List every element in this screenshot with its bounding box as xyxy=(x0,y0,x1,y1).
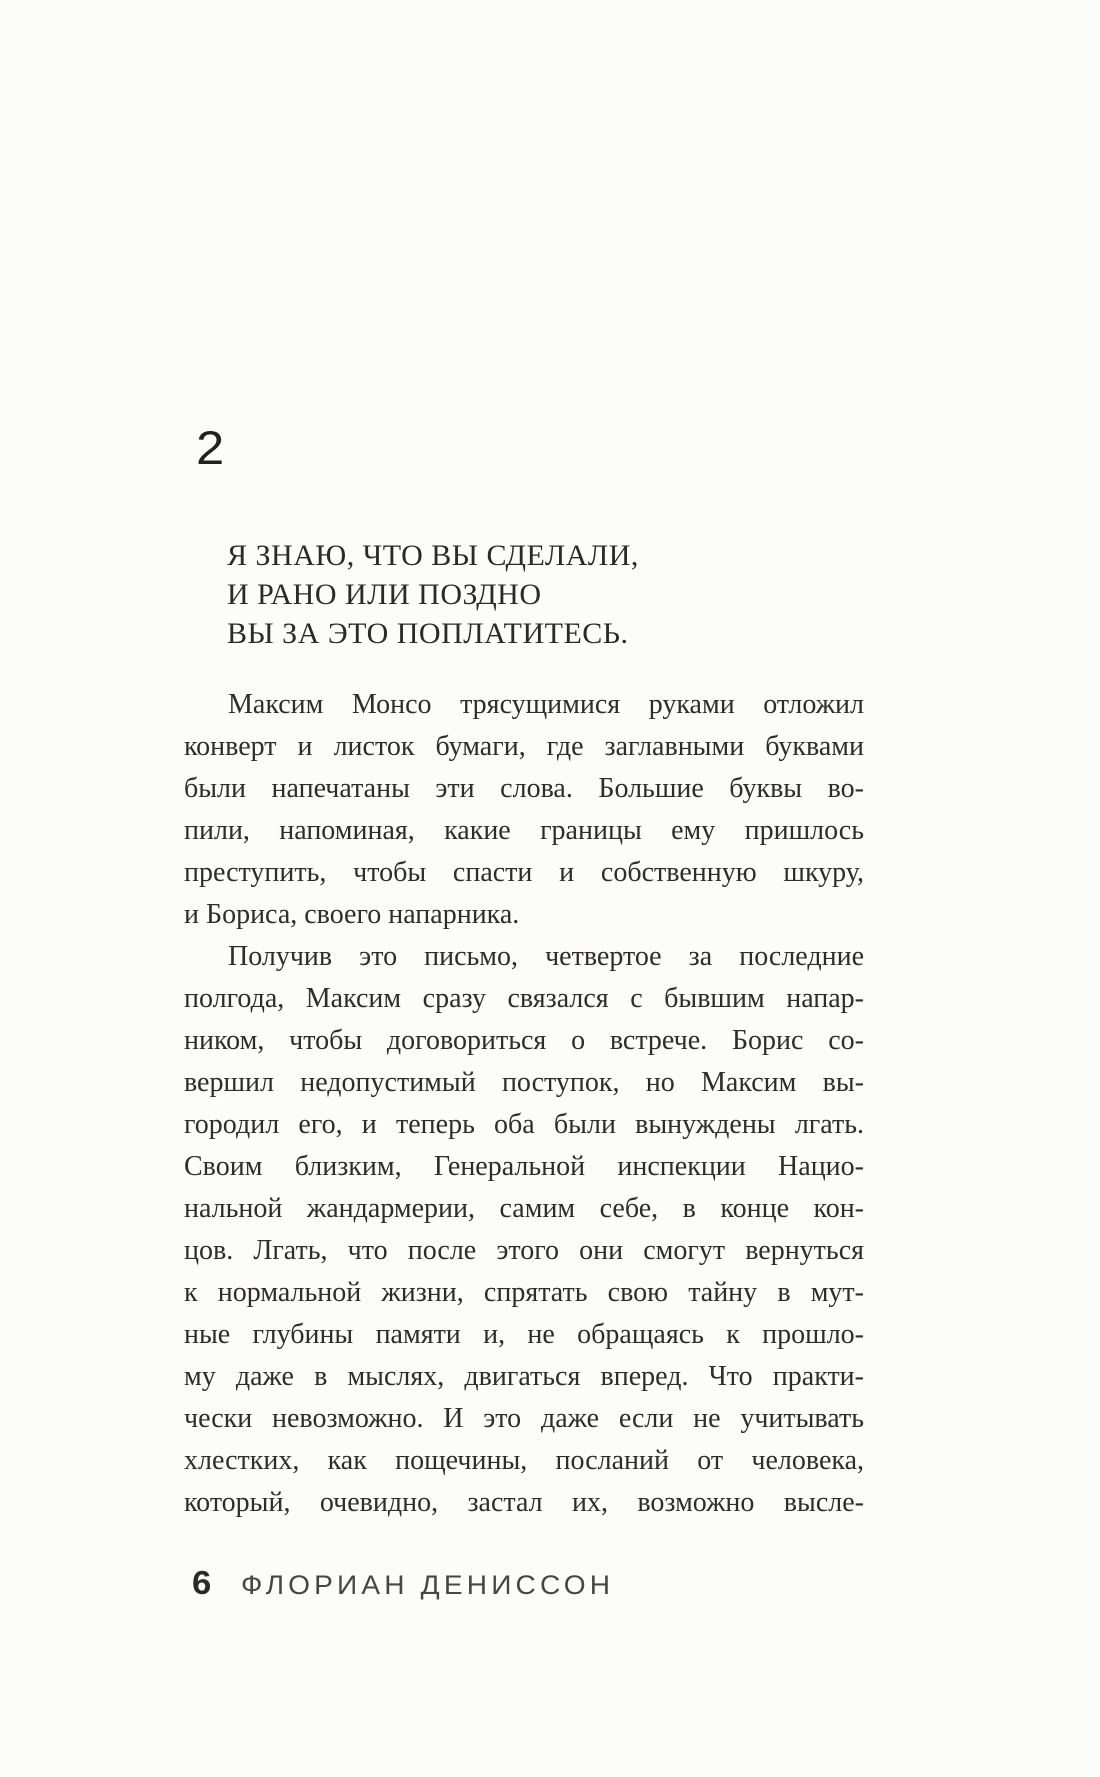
body-line: который, очевидно, застал их, возможно высле- xyxy=(184,1487,864,1518)
body-line: ные глубины памяти и, не обращаясь к прошло- xyxy=(184,1319,864,1350)
body-line: чески невозможно. И это даже если не учитывать xyxy=(184,1403,864,1434)
body-line: городил его, и теперь оба были вынуждены лгать. xyxy=(184,1109,864,1140)
chapter-epigraph-heading xyxy=(227,536,639,653)
body-line: му даже в мыслях, двигаться вперед. Что практи- xyxy=(184,1361,864,1392)
body-line: к нормальной жизни, спрятать свою тайну в мут- xyxy=(184,1277,864,1308)
heading-line: И РАНО ИЛИ ПОЗДНО xyxy=(227,578,542,611)
page-footer xyxy=(192,1564,615,1601)
body-line: вершил недопустимый поступок, но Максим вы- xyxy=(184,1067,864,1098)
running-title-author: ФЛОРИАН ДЕНИССОН xyxy=(241,1570,615,1600)
chapter-number: 2 xyxy=(196,421,226,474)
body-line: Своим близким, Генеральной инспекции Нацио- xyxy=(184,1151,864,1182)
body-line: ником, чтобы договориться о встрече. Борис со- xyxy=(184,1025,864,1056)
body-line: Максим Монсо трясущимися руками отложил xyxy=(228,689,864,720)
body-line: цов. Лгать, что после этого они смогут вернуться xyxy=(184,1235,864,1266)
body-line: и Бориса, своего напарника. xyxy=(184,899,520,930)
body-line: Получив это письмо, четвертое за последние xyxy=(228,941,864,972)
body-line: нальной жандармерии, самим себе, в конце кон- xyxy=(184,1193,864,1224)
body-line: были напечатаны эти слова. Большие буквы во- xyxy=(184,773,864,804)
body-line: хлестких, как пощечины, посланий от человека, xyxy=(184,1445,864,1476)
heading-line: ВЫ ЗА ЭТО ПОПЛАТИТЕСЬ. xyxy=(227,617,629,650)
body-line: пили, напоминая, какие границы ему пришлось xyxy=(184,815,864,846)
body-text xyxy=(184,684,864,1524)
body-line: преступить, чтобы спасти и собственную шкуру, xyxy=(184,857,864,888)
heading-line: Я ЗНАЮ, ЧТО ВЫ СДЕЛАЛИ, xyxy=(227,539,639,572)
body-line: конверт и листок бумаги, где заглавными буквами xyxy=(184,731,864,762)
page-number: 6 xyxy=(192,1564,212,1601)
body-line: полгода, Максим сразу связался с бывшим напар- xyxy=(184,983,864,1014)
